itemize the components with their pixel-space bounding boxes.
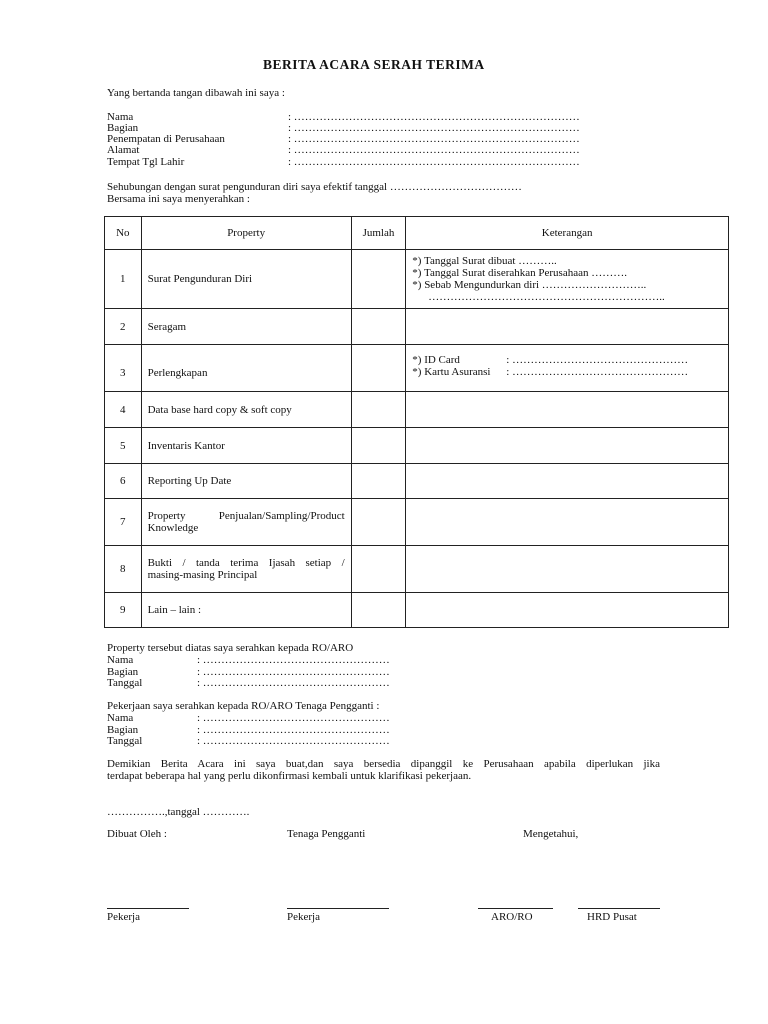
row-property [141,546,351,593]
handover-ro-bagian-value: : …………………………………………… [197,666,390,678]
table-row [105,250,729,309]
row-no: 5 [105,428,142,464]
handover-ro-bagian-label: Bagian [107,666,139,678]
row-property: Surat Pengunduran Diri [141,250,351,309]
handover-pengganti-tanggal-value: : …………………………………………… [197,735,390,747]
table-row [105,499,729,546]
row-property: Lain – lain : [141,593,351,628]
handover-pengganti-tanggal-label: Tanggal [107,735,143,747]
row-keterangan [406,546,729,593]
identity-alamat-value: : …………………………………………………………………… [288,144,580,156]
table-row [105,309,729,345]
signature-line-aro-ro [478,908,553,909]
keterangan-line: ……………………………………………………….. [428,291,665,303]
row-jumlah [351,428,406,464]
identity-ttl-label: Tempat Tgl Lahir [107,156,185,168]
property-line: Knowledge [147,522,199,534]
closing-paragraph [107,758,660,782]
property-line: Property Penjualan/Sampling/Product [147,510,345,522]
row-property: Data base hard copy & soft copy [141,392,351,428]
handover-pengganti-bagian-label: Bagian [107,724,139,736]
row-property [141,499,351,546]
keterangan-line: *) Tanggal Surat dibuat ……….. [412,255,557,267]
row-no: 8 [105,546,142,593]
keterangan-line: *) Sebab Mengundurkan diri ……………………….. [412,279,647,291]
row-property: Reporting Up Date [141,464,351,499]
kartu-asuransi-label: *) Kartu Asuransi [412,366,491,378]
closing-line: Demikian Berita Acara ini saya buat,dan saya bersedia dipanggil ke Perusahaan apabila diperlukan jika [107,758,660,770]
kartu-asuransi-value: : ………………………………………… [506,366,689,378]
handover-table [104,216,729,628]
row-keterangan [406,392,729,428]
handover-ro-nama-value: : …………………………………………… [197,654,390,666]
header-jumlah: Jumlah [351,217,406,250]
signature-pekerja-1: Pekerja [107,911,140,923]
row-property: Inventaris Kantor [141,428,351,464]
row-no: 7 [105,499,142,546]
handover-ro-heading: Property tersebut diatas saya serahkan kepada RO/ARO [107,642,354,654]
row-jumlah [351,464,406,499]
header-keterangan: Keterangan [406,217,729,250]
header-property: Property [141,217,351,250]
handover-ro-nama-label: Nama [107,654,134,666]
row-no: 4 [105,392,142,428]
row-keterangan [406,499,729,546]
handover-pengganti-bagian-value: : …………………………………………… [197,724,390,736]
property-line: masing-masing Principal [147,569,258,581]
table-header-row [105,217,729,250]
row-property: Perlengkapan [141,345,351,392]
table-row [105,464,729,499]
row-keterangan [406,464,729,499]
identity-alamat-label: Alamat [107,144,140,156]
keterangan-line [412,354,722,366]
row-keterangan [406,593,729,628]
row-keterangan [406,428,729,464]
row-property: Seragam [141,309,351,345]
row-keterangan [406,309,729,345]
property-line: Bukti / tanda terima Ijasah setiap / [147,557,345,569]
table-row [105,546,729,593]
keterangan-line [412,366,722,378]
document-title: BERITA ACARA SERAH TERIMA [263,57,485,72]
handover-pengganti-nama-value: : …………………………………………… [197,712,390,724]
handover-pengganti-nama-label: Nama [107,712,134,724]
id-card-label: *) ID Card [412,354,460,366]
identity-bagian-value: : …………………………………………………………………… [288,122,580,134]
row-jumlah [351,309,406,345]
handover-ro-tanggal-label: Tanggal [107,677,143,689]
intro-text: Yang bertanda tangan dibawah ini saya : [107,87,285,99]
row-jumlah [351,250,406,309]
row-no: 2 [105,309,142,345]
handover-pengganti-heading: Pekerjaan saya serahkan kepada RO/ARO Tenaga Pengganti : [107,700,380,712]
signature-line-pekerja-1 [107,908,189,909]
signature-mengetahui: Mengetahui, [523,828,579,840]
identity-penempatan-label: Penempatan di Perusahaan [107,133,225,145]
identity-ttl-value: : …………………………………………………………………… [288,156,580,168]
id-card-value: : ………………………………………… [506,354,689,366]
row-jumlah [351,345,406,392]
row-jumlah [351,593,406,628]
table-row [105,345,729,392]
row-jumlah [351,392,406,428]
signature-dibuat-oleh: Dibuat Oleh : [107,828,167,840]
row-keterangan [406,345,729,392]
row-jumlah [351,499,406,546]
row-keterangan [406,250,729,309]
row-jumlah [351,546,406,593]
signature-line-hrd [578,908,660,909]
row-no: 9 [105,593,142,628]
statement-line-2: Bersama ini saya menyerahkan : [107,193,250,205]
row-no: 6 [105,464,142,499]
statement-line-1: Sehubungan dengan surat pengunduran diri saya efektif tanggal ……………………………… [107,181,522,193]
table-row [105,593,729,628]
identity-penempatan-value: : …………………………………………………………………… [288,133,580,145]
closing-line: terdapat beberapa hal yang perlu dikonfirmasi kembali untuk klarifikasi pekerjaan. [107,770,472,782]
row-no: 1 [105,250,142,309]
identity-name-label: Nama [107,111,134,123]
signature-hrd-pusat: HRD Pusat [587,911,637,923]
header-no: No [105,217,142,250]
signature-aro-ro: ARO/RO [491,911,533,923]
identity-bagian-label: Bagian [107,122,139,134]
keterangan-line: *) Tanggal Surat diserahkan Perusahaan ………. [412,267,627,279]
signature-pekerja-2: Pekerja [287,911,320,923]
identity-name-value: : …………………………………………………………………… [288,111,580,123]
table-row [105,392,729,428]
handover-ro-tanggal-value: : …………………………………………… [197,677,390,689]
place-date: …………….,tanggal …………. [107,806,250,818]
row-no: 3 [105,345,142,392]
signature-tenaga-pengganti: Tenaga Pengganti [287,828,366,840]
table-row [105,428,729,464]
signature-line-pekerja-2 [287,908,389,909]
